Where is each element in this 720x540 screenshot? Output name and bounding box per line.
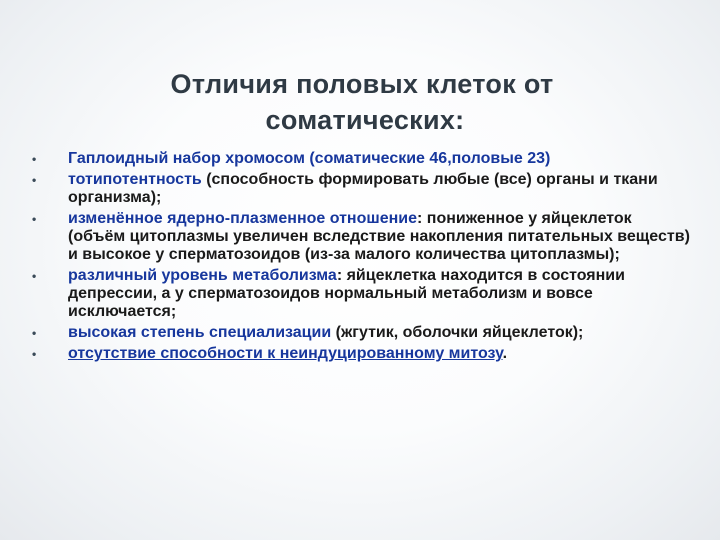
slide-title-line-1: Отличия половых клеток от <box>170 69 554 99</box>
item-text: : пониженное у яйцеклеток (объём цитоплазмы увеличен вследствие накопления питательных веществ) и высокое у сперматозоидов (из-за малого количества цитоплазмы); <box>68 210 690 263</box>
bullet-item <box>30 171 690 207</box>
item-term-link: отсутствие способности к неиндуцированному митозу <box>68 345 503 362</box>
bullet-item <box>30 210 690 264</box>
item-term: тотипотентность <box>68 171 202 188</box>
slide-title-line-2: соматических: <box>265 105 465 135</box>
bullet-item <box>30 150 690 168</box>
item-text: Гаплоидный набор хромосом (соматические 46,половые 23) <box>68 150 551 167</box>
item-term: изменённое ядерно-плазменное отношение <box>68 210 417 227</box>
bullet-icon: • <box>32 269 37 283</box>
bullet-list <box>30 150 690 366</box>
bullet-icon: • <box>32 173 37 187</box>
item-term: высокая степень специализации <box>68 324 332 341</box>
bullet-icon: • <box>32 212 37 226</box>
item-text: . <box>502 345 508 362</box>
bullet-item <box>30 267 690 321</box>
bullet-item <box>30 324 690 342</box>
item-text: : яйцеклетка находится в состоянии депрессии, а у сперматозоидов нормальный метаболизм и вовсе исключается; <box>68 267 625 320</box>
bullet-icon: • <box>32 152 37 166</box>
bullet-icon: • <box>32 347 37 361</box>
bullet-item <box>30 345 690 363</box>
item-text: (способность формировать любые (все) органы и ткани организма); <box>68 171 658 206</box>
item-text: (жгутик, оболочки яйцеклеток); <box>331 324 584 341</box>
bullet-icon: • <box>32 326 37 340</box>
item-term: различный уровень метаболизма <box>68 267 337 284</box>
slide-title <box>0 66 720 138</box>
